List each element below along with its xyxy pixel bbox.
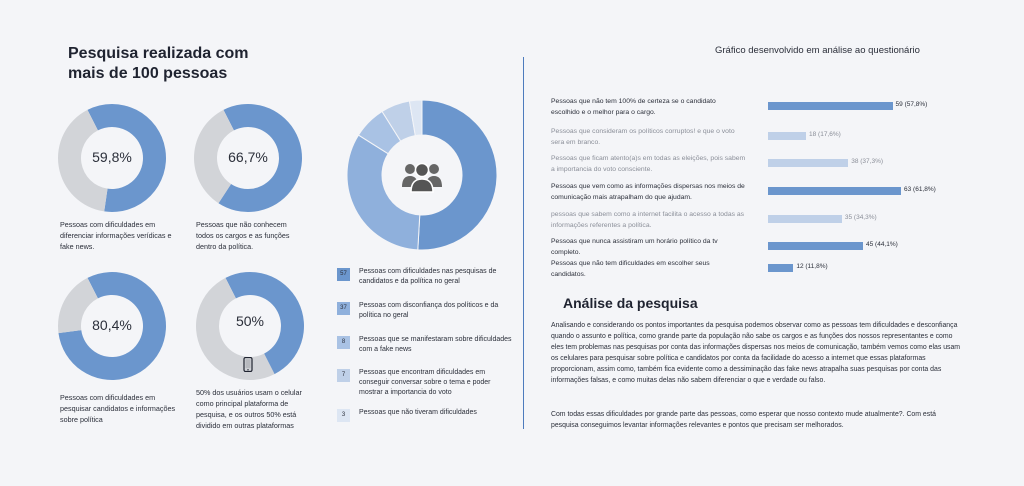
donut-chart-4 [195,271,305,381]
donut-caption-2: Pessoas que não conhecem todos os cargos e as funções dentro da política. [196,220,290,251]
bar-category-label: pessoas que sabem como a internet facilita o acesso a todas as informações referentes a política. [551,211,745,229]
bar-value-label: 59 (57,8%) [895,101,928,108]
people-group-icon [399,155,445,195]
bar-category-label: Pessoas que vem como as informações dispersas nos meios de comunicação mais atrapalham do que ajudam. [551,183,745,201]
bar-chart-title: Gráfico desenvolvido em análise ao questionário [715,45,920,56]
legend-label: Pessoas que encontram dificuldades em conseguir conversar sobre o tema e poder mostrar a importancia do voto [359,369,491,396]
bar [768,132,806,140]
analysis-paragraph-1: Analisando e considerando os pontos importantes da pesquisa podemos observar como as pessoas tem dificuldades e desconfiança quando o assunto e política, como grande parte da população não sabe os cargos e as funções dos nossos representantes e como eles tem problemas nas pesquisas por conta das informações dispersas nos meios de comunicação, também vemos como elas usam os celulares para pesquisar sobre política e candidatos por conta da facilidade do acesso a internet que essas plataformas proporcionam, assim como, também fica evidente como a dessiminação das fake news atrapalha suas pesquisas por conta das informações falsas, e como muitas delas não sabem diferenciar o que e verdade ou falso. [551,322,961,384]
bar-value-label: 35 (34,3%) [844,214,877,221]
bar [768,242,863,250]
donut-caption-4: 50% dos usuários usam o celular como principal plataforma de pesquisa, e os outros 50% está dividido em outras plataformas [196,388,302,430]
bar-category-label: Pessoas que nunca assistiram um horário político da tv completo. [551,238,718,256]
bar [768,187,901,195]
legend-swatch: 7 [337,369,350,382]
page-title-line-1: Pesquisa realizada com [68,45,249,62]
page-title [68,44,249,84]
donut-chart-3 [57,271,167,381]
bar-category-label: Pessoas que consideram os políticos corruptos! e que o voto sera em branco. [551,128,735,146]
legend-label: Pessoas que não tiveram dificuldades [359,409,477,416]
bar [768,102,893,110]
bar-value-label: 38 (37,3%) [851,158,884,165]
legend-swatch: 8 [337,336,350,349]
legend-label: Pessoas com dificuldades nas pesquisas de candidatos e da política no geral [359,268,497,285]
smartphone-icon [243,357,253,372]
bar-value-label: 63 (61,8%) [904,186,936,193]
bar-value-label: 12 (11,8%) [796,263,828,270]
bar-category-label: Pessoas que não tem 100% de certeza se o candidato escolhido e o melhor para o cargo. [551,98,716,116]
page-title-line-2: mais de 100 pessoas [68,65,228,82]
analysis-paragraph-2: Com todas essas dificuldades por grande parte das pessoas, como esperar que nosso contexto mude atualmente?. Com está pesquisa conseguimos levantar informações relevantes e pontos que precisam ser melhorados. [551,411,936,429]
donut-value-label: 80,4% [92,317,132,333]
vertical-divider [523,57,524,429]
bar [768,215,842,223]
bar-category-label: Pessoas que ficam atento(a)s em todas as eleições, pois sabem a importancia do voto consciente. [551,155,746,173]
bar-category-label: Pessoas que não tem dificuldades em escolher seus candidatos. [551,260,710,278]
donut-chart-1 [57,103,167,213]
bar [768,264,793,272]
legend-swatch: 3 [337,409,350,422]
donut-value-label: 59,8% [92,149,132,165]
legend-label: Pessoas que se manifestaram sobre dificuldades com a fake news [359,336,512,353]
legend-label: Pessoas com disconfiança dos políticos e da política no geral [359,302,499,319]
legend-swatch: 57 [337,268,350,281]
analysis-title: Análise da pesquisa [563,295,698,311]
bar-value-label: 18 (17,6%) [809,131,841,138]
bar-value-label: 45 (44,1%) [866,241,898,248]
donut-value-label: 66,7% [228,149,268,165]
donut-caption-3: Pessoas com dificuldades em pesquisar candidatos e informações sobre política [60,393,176,424]
donut-caption-1: Pessoas com dificuldades em diferenciar informações verídicas e fake news. [60,220,172,251]
bar [768,159,848,167]
donut-value-label: 50% [235,313,265,329]
donut-chart-2 [193,103,303,213]
pie-chart [347,100,497,250]
legend-swatch: 37 [337,302,350,315]
